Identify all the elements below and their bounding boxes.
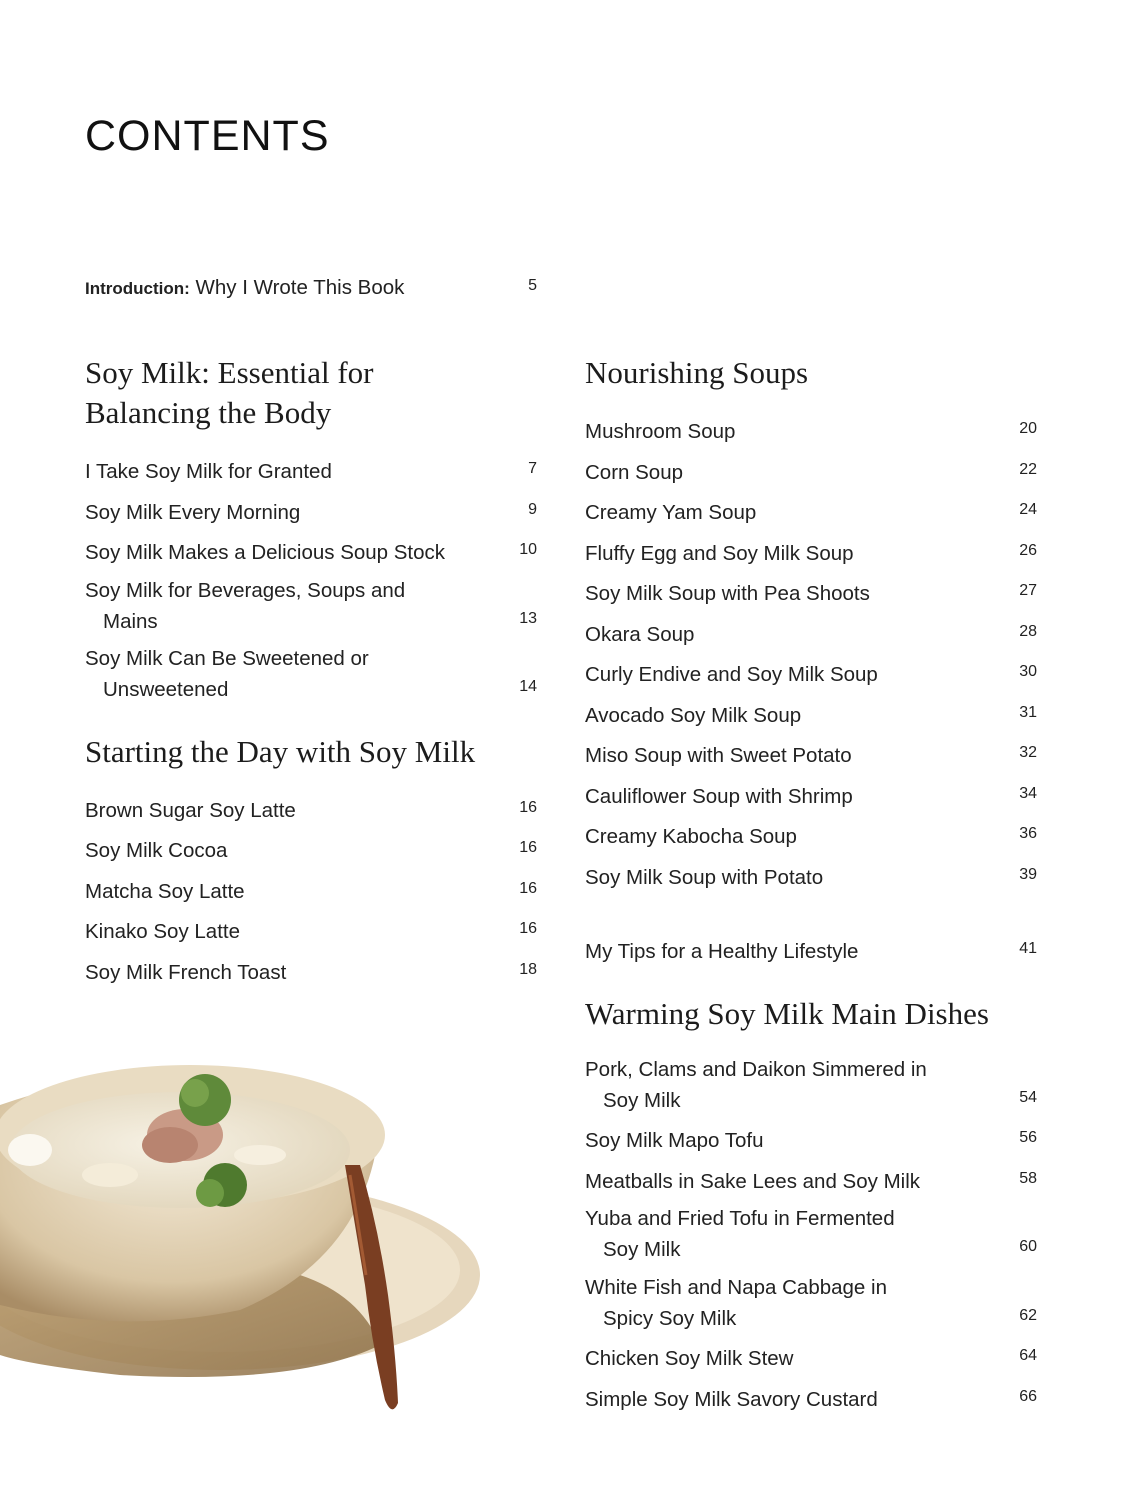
page-number: 36 (1019, 825, 1037, 842)
toc-entry[interactable]: Matcha Soy Latte 16 (85, 873, 537, 907)
toc-entry[interactable]: Kinako Soy Latte 16 (85, 913, 537, 947)
toc-entry[interactable]: Yuba and Fried Tofu in Fermented Soy Milk 60 (585, 1203, 1037, 1265)
toc-entry[interactable]: Okara Soup 28 (585, 616, 1037, 650)
toc-entry[interactable]: Simple Soy Milk Savory Custard 66 (585, 1381, 1037, 1415)
right-column (585, 353, 1037, 1421)
page-number: 32 (1019, 744, 1037, 761)
intro-lead: Introduction: (85, 279, 190, 298)
toc-entry[interactable]: Soy Milk Cocoa 16 (85, 832, 537, 866)
page-number: 39 (1019, 865, 1037, 883)
section-list (585, 1054, 1037, 1415)
page-number: 58 (1019, 1169, 1037, 1187)
page-number: 9 (528, 500, 537, 518)
page-number: 64 (1019, 1347, 1037, 1364)
toc-entry[interactable]: Corn Soup 22 (585, 454, 1037, 488)
page-number: 20 (1019, 420, 1037, 437)
toc-entry[interactable]: Mushroom Soup 20 (585, 413, 1037, 447)
toc-entry[interactable]: Miso Soup with Sweet Potato 32 (585, 737, 1037, 771)
toc-entry[interactable]: Cauliflower Soup with Shrimp 34 (585, 778, 1037, 812)
page-number: 54 (1019, 1088, 1037, 1106)
page-number: 13 (519, 609, 537, 627)
toc-entry[interactable]: Soy Milk Can Be Sweetened or Unsweetened 14 (85, 643, 537, 705)
page-number: 60 (1019, 1238, 1037, 1255)
page-number: 22 (1019, 460, 1037, 478)
page-number: 16 (519, 839, 537, 856)
page-number: 16 (519, 798, 537, 816)
left-column (85, 353, 537, 994)
page-number: 16 (519, 879, 537, 897)
page-number: 26 (1019, 541, 1037, 559)
toc-entry-tips[interactable]: My Tips for a Healthy Lifestyle 41 (585, 933, 1037, 967)
toc-entry[interactable]: Pork, Clams and Daikon Simmered in Soy Milk 54 (585, 1054, 1037, 1116)
page-number: 34 (1019, 784, 1037, 802)
toc-entry[interactable]: White Fish and Napa Cabbage in Spicy Soy Milk 62 (585, 1272, 1037, 1334)
toc-entry[interactable]: Curly Endive and Soy Milk Soup 30 (585, 656, 1037, 690)
toc-entry[interactable]: Fluffy Egg and Soy Milk Soup 26 (585, 535, 1037, 569)
page-number: 56 (1019, 1129, 1037, 1146)
toc-entry[interactable]: Creamy Kabocha Soup 36 (585, 818, 1037, 852)
section-heading: Warming Soy Milk Main Dishes (585, 995, 989, 1031)
toc-entry[interactable]: Creamy Yam Soup 24 (585, 494, 1037, 528)
intro-text: Why I Wrote This Book (189, 276, 405, 299)
page-title: CONTENTS (85, 112, 330, 160)
section-heading: Soy Milk: Essential for Balancing the Body (85, 355, 374, 430)
toc-entry[interactable]: Soy Milk for Beverages, Soups and Mains 13 (85, 575, 537, 637)
toc-entry[interactable]: Chicken Soy Milk Stew 64 (585, 1340, 1037, 1374)
page-number: 28 (1019, 622, 1037, 640)
page-number: 14 (519, 678, 537, 695)
page-number: 24 (1019, 501, 1037, 518)
page-number: 62 (1019, 1306, 1037, 1324)
page-number: 30 (1019, 663, 1037, 680)
toc-entry[interactable]: Soy Milk Mapo Tofu 56 (585, 1122, 1037, 1156)
section-list (85, 792, 537, 988)
page-number: 41 (1019, 940, 1037, 957)
toc-entry[interactable]: Soy Milk Every Morning 9 (85, 494, 537, 528)
section-heading: Starting the Day with Soy Milk (85, 733, 476, 769)
section-list (85, 453, 537, 705)
toc-entry[interactable]: Avocado Soy Milk Soup 31 (585, 697, 1037, 731)
page-number: 27 (1019, 582, 1037, 599)
page-number: 16 (519, 920, 537, 937)
toc-entry[interactable]: Meatballs in Sake Lees and Soy Milk 58 (585, 1163, 1037, 1197)
page-number: 5 (528, 277, 537, 294)
toc-entry[interactable]: Soy Milk Soup with Pea Shoots 27 (585, 575, 1037, 609)
toc-entry[interactable]: Soy Milk French Toast 18 (85, 954, 537, 988)
toc-entry[interactable]: Soy Milk Soup with Potato 39 (585, 859, 1037, 893)
section-heading: Nourishing Soups (585, 355, 809, 390)
page-number: 18 (519, 960, 537, 978)
toc-entry[interactable]: Brown Sugar Soy Latte 16 (85, 792, 537, 826)
intro-entry[interactable] (85, 270, 537, 311)
toc-entry[interactable]: Soy Milk Makes a Delicious Soup Stock 10 (85, 534, 537, 568)
toc-entry[interactable]: I Take Soy Milk for Granted 7 (85, 453, 537, 487)
section-list (585, 413, 1037, 893)
page-number: 31 (1019, 703, 1037, 721)
soup-bowl-photo (0, 1025, 540, 1425)
page-number: 10 (519, 541, 537, 558)
page-number: 66 (1019, 1387, 1037, 1405)
page-number: 7 (528, 460, 537, 477)
